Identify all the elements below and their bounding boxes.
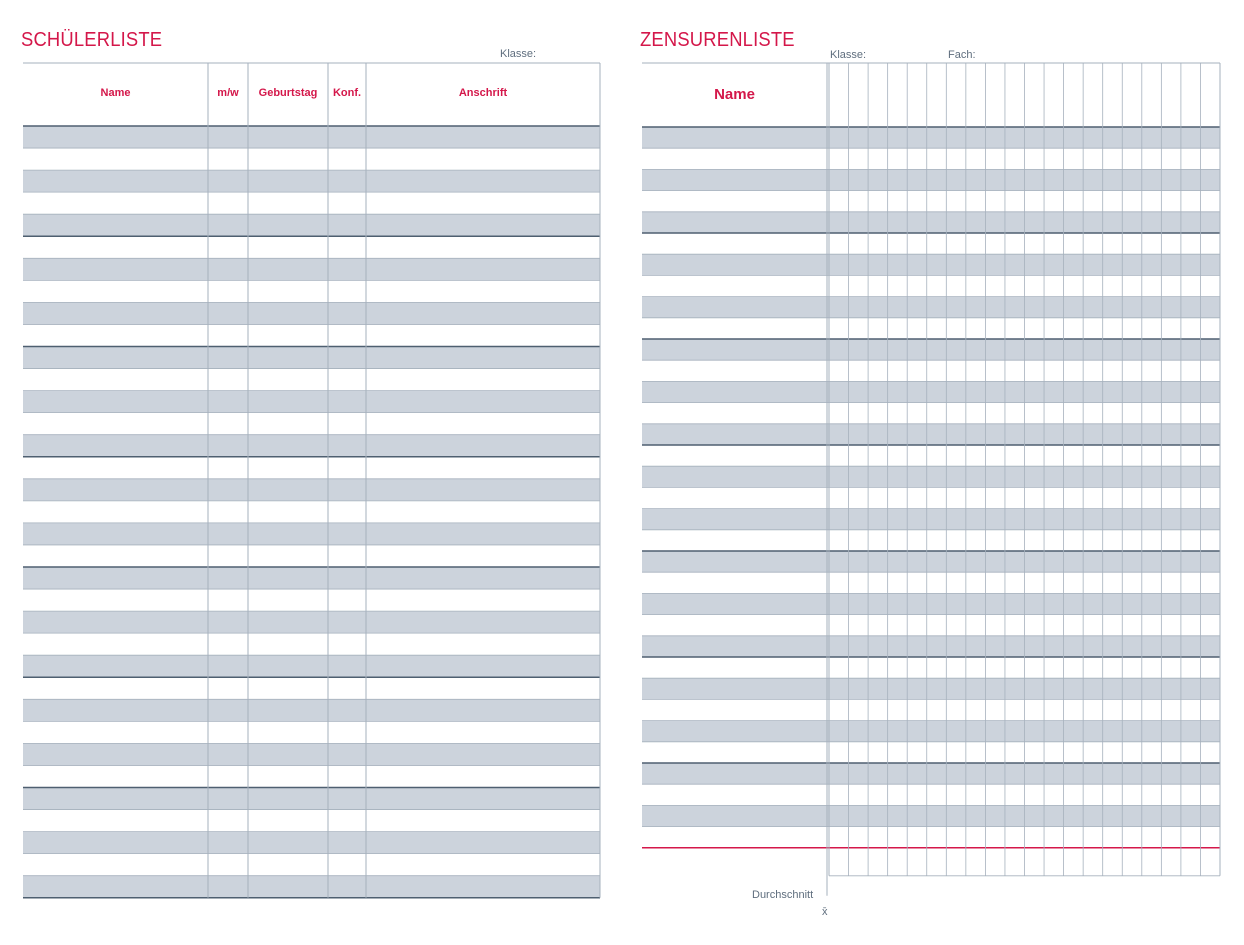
grade-row-shade (642, 254, 1220, 275)
table-row-shade (23, 170, 600, 192)
grade-row-shade (642, 127, 1220, 148)
student-list-title: SCHÜLERLISTE (21, 29, 163, 51)
grade-list-subject-label: Fach: (948, 49, 976, 61)
table-row-shade (23, 391, 600, 413)
table-row-shade (23, 743, 600, 765)
grade-row-shade (642, 169, 1220, 190)
grade-row-shade (642, 678, 1220, 699)
table-row-shade (23, 435, 600, 457)
table-row-shade (23, 832, 600, 854)
grade-row-shade (642, 297, 1220, 318)
table-row-shade (23, 214, 600, 236)
column-header-gender: m/w (217, 87, 239, 99)
table-row-shade (23, 347, 600, 369)
average-symbol: x̄ (822, 906, 828, 918)
grade-row-shade (642, 509, 1220, 530)
table-row-shade (23, 876, 600, 898)
column-header-birthday: Geburtstag (258, 87, 318, 99)
grade-row-shade (642, 339, 1220, 360)
table-row-shade (23, 655, 600, 677)
table-row-shade (23, 611, 600, 633)
grade-row-shade (642, 551, 1220, 572)
table-row-shade (23, 258, 600, 280)
grade-row-shade (642, 721, 1220, 742)
grade-row-shade (642, 763, 1220, 784)
grade-row-shade (642, 466, 1220, 487)
table-row-shade (23, 788, 600, 810)
grade-list-name-header: Name (714, 86, 755, 103)
column-header-address: Anschrift (458, 87, 508, 99)
column-header-name: Name (100, 87, 131, 99)
grade-list-title: ZENSURENLISTE (640, 29, 795, 51)
column-header-confession: Konf. (332, 87, 362, 99)
grade-row-shade (642, 381, 1220, 402)
table-row-shade (23, 126, 600, 148)
grade-row-shade (642, 636, 1220, 657)
table-row-shade (23, 479, 600, 501)
grade-row-shade (642, 212, 1220, 233)
student-list-class-label: Klasse: (500, 48, 537, 60)
grade-list-class-label: Klasse: (830, 49, 867, 61)
average-label: Durchschnitt (752, 889, 814, 901)
table-row-shade (23, 302, 600, 324)
grade-row-shade (642, 593, 1220, 614)
table-row-shade (23, 699, 600, 721)
table-row-shade (23, 523, 600, 545)
grade-row-shade (642, 805, 1220, 826)
table-row-shade (23, 567, 600, 589)
grade-row-shade (642, 424, 1220, 445)
